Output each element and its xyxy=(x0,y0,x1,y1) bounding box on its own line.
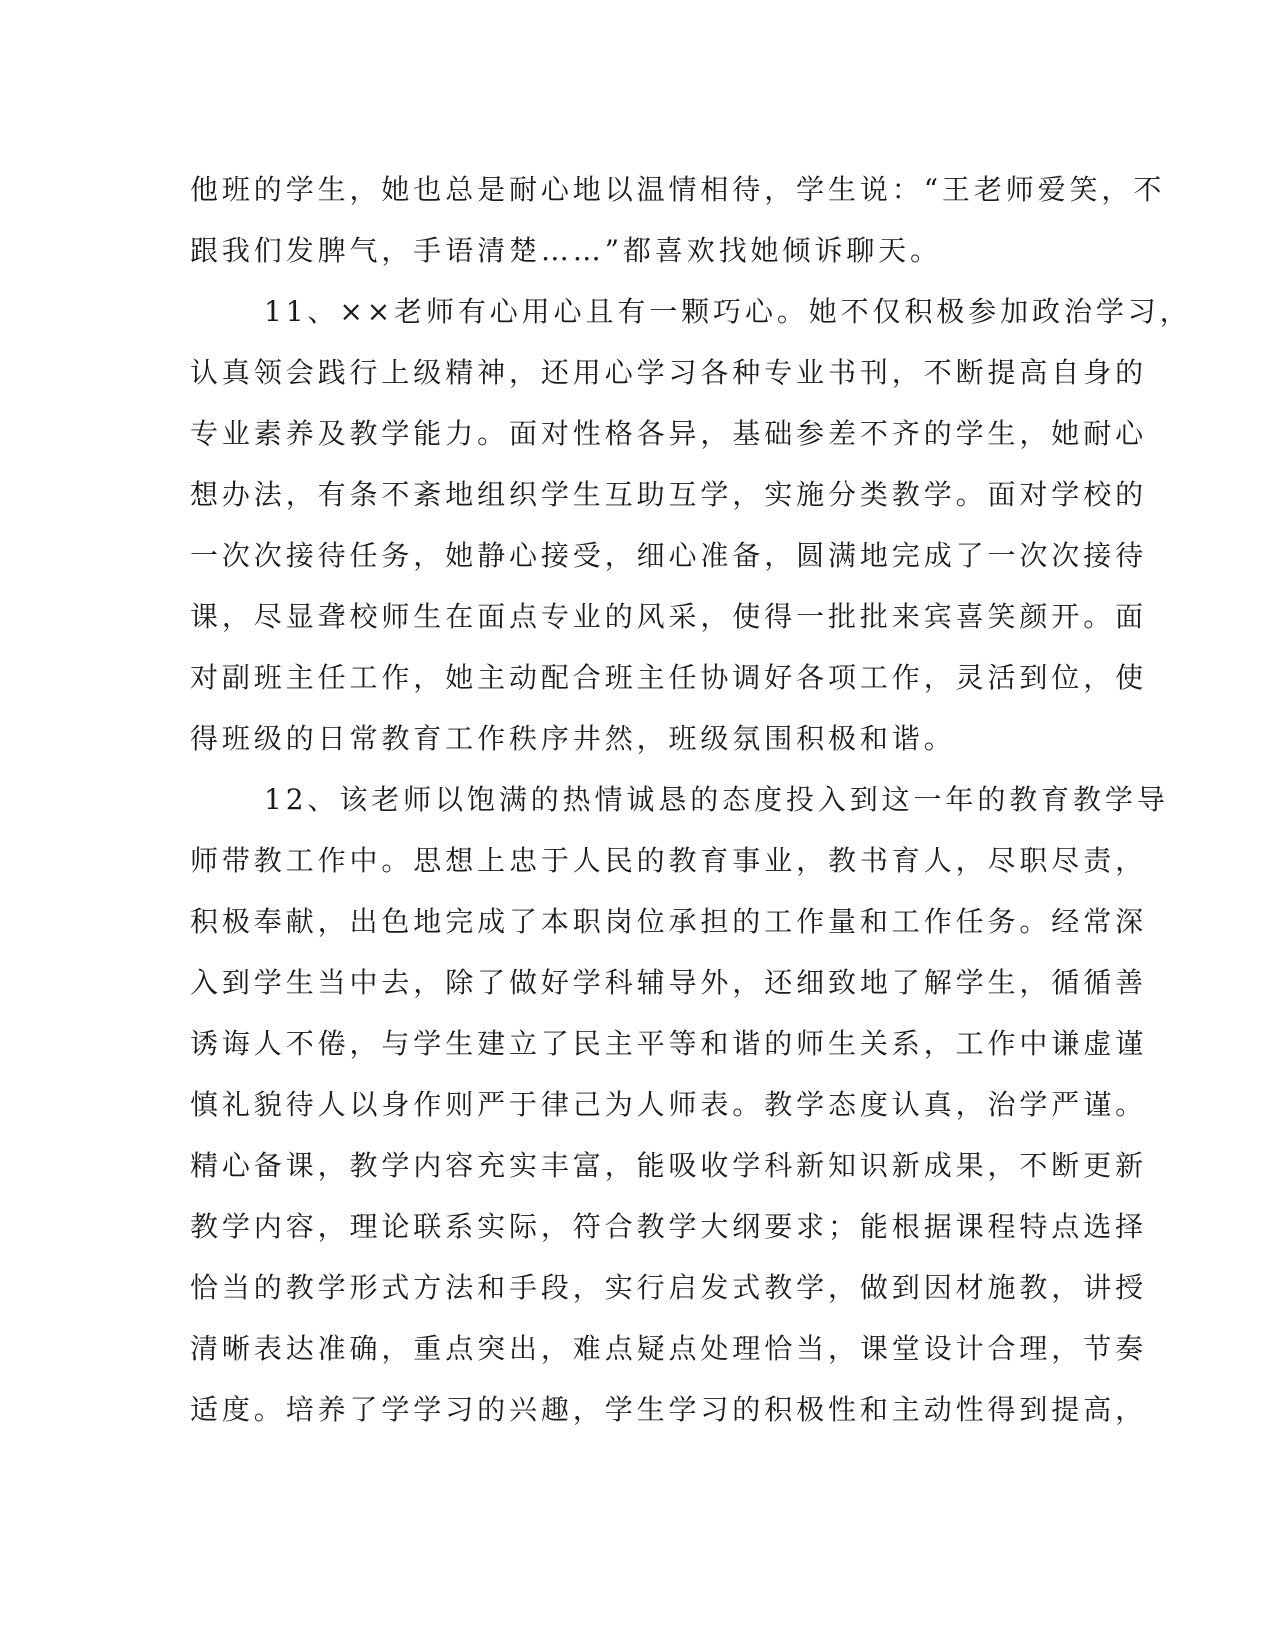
text-line: 一次次接待任务，她静心接受，细心准备，圆满地完成了一次次接待 xyxy=(190,539,1148,572)
text-line: 他班的学生，她也总是耐心地以温情相待，学生说：“王老师爱笑，不 xyxy=(190,173,1166,206)
text-line: 得班级的日常教育工作秩序井然，班级氛围积极和谐。 xyxy=(190,722,956,755)
body-text xyxy=(190,159,1192,1440)
text-line: 精心备课，教学内容充实丰富，能吸收学科新知识新成果，不断更新 xyxy=(190,1149,1148,1182)
text-line: 清晰表达准确，重点突出，难点疑点处理恰当，课堂设计合理，节奏 xyxy=(190,1332,1148,1365)
text-line: 想办法，有条不紊地组织学生互助互学，实施分类教学。面对学校的 xyxy=(190,478,1148,511)
text-line: 恰当的教学形式方法和手段，实行启发式教学，做到因材施教，讲授 xyxy=(190,1271,1148,1304)
text-line: 师带教工作中。思想上忠于人民的教育事业，教书育人，尽职尽责， xyxy=(190,844,1148,877)
text-line: 积极奉献，出色地完成了本职岗位承担的工作量和工作任务。经常深 xyxy=(190,905,1148,938)
text-line: 对副班主任工作，她主动配合班主任协调好各项工作，灵活到位，使 xyxy=(190,661,1148,694)
text-line: 跟我们发脾气，手语清楚……”都喜欢找她倾诉聊天。 xyxy=(190,234,942,267)
paragraph-start-line: 12、该老师以饱满的热情诚恳的态度投入到这一年的教育教学导 xyxy=(264,783,1169,816)
text-line: 入到学生当中去，除了做好学科辅导外，还细致地了解学生，循循善 xyxy=(190,966,1148,999)
text-line: 诱诲人不倦，与学生建立了民主平等和谐的师生关系，工作中谦虚谨 xyxy=(190,1027,1148,1060)
text-line: 慎礼貌待人以身作则严于律己为人师表。教学态度认真，治学严谨。 xyxy=(190,1088,1148,1121)
text-line: 课，尽显聋校师生在面点专业的风采，使得一批批来宾喜笑颜开。面 xyxy=(190,600,1148,633)
text-line: 适度。培养了学学习的兴趣，学生学习的积极性和主动性得到提高， xyxy=(190,1393,1148,1426)
text-line: 认真领会践行上级精神，还用心学习各种专业书刊，不断提高自身的 xyxy=(190,356,1148,389)
text-line: 专业素养及教学能力。面对性格各异，基础参差不齐的学生，她耐心 xyxy=(190,417,1148,450)
paragraph-start-line: 11、××老师有心用心且有一颗巧心。她不仅积极参加政治学习， xyxy=(264,295,1192,328)
text-line: 教学内容，理论联系实际，符合教学大纲要求；能根据课程特点选择 xyxy=(190,1210,1148,1243)
